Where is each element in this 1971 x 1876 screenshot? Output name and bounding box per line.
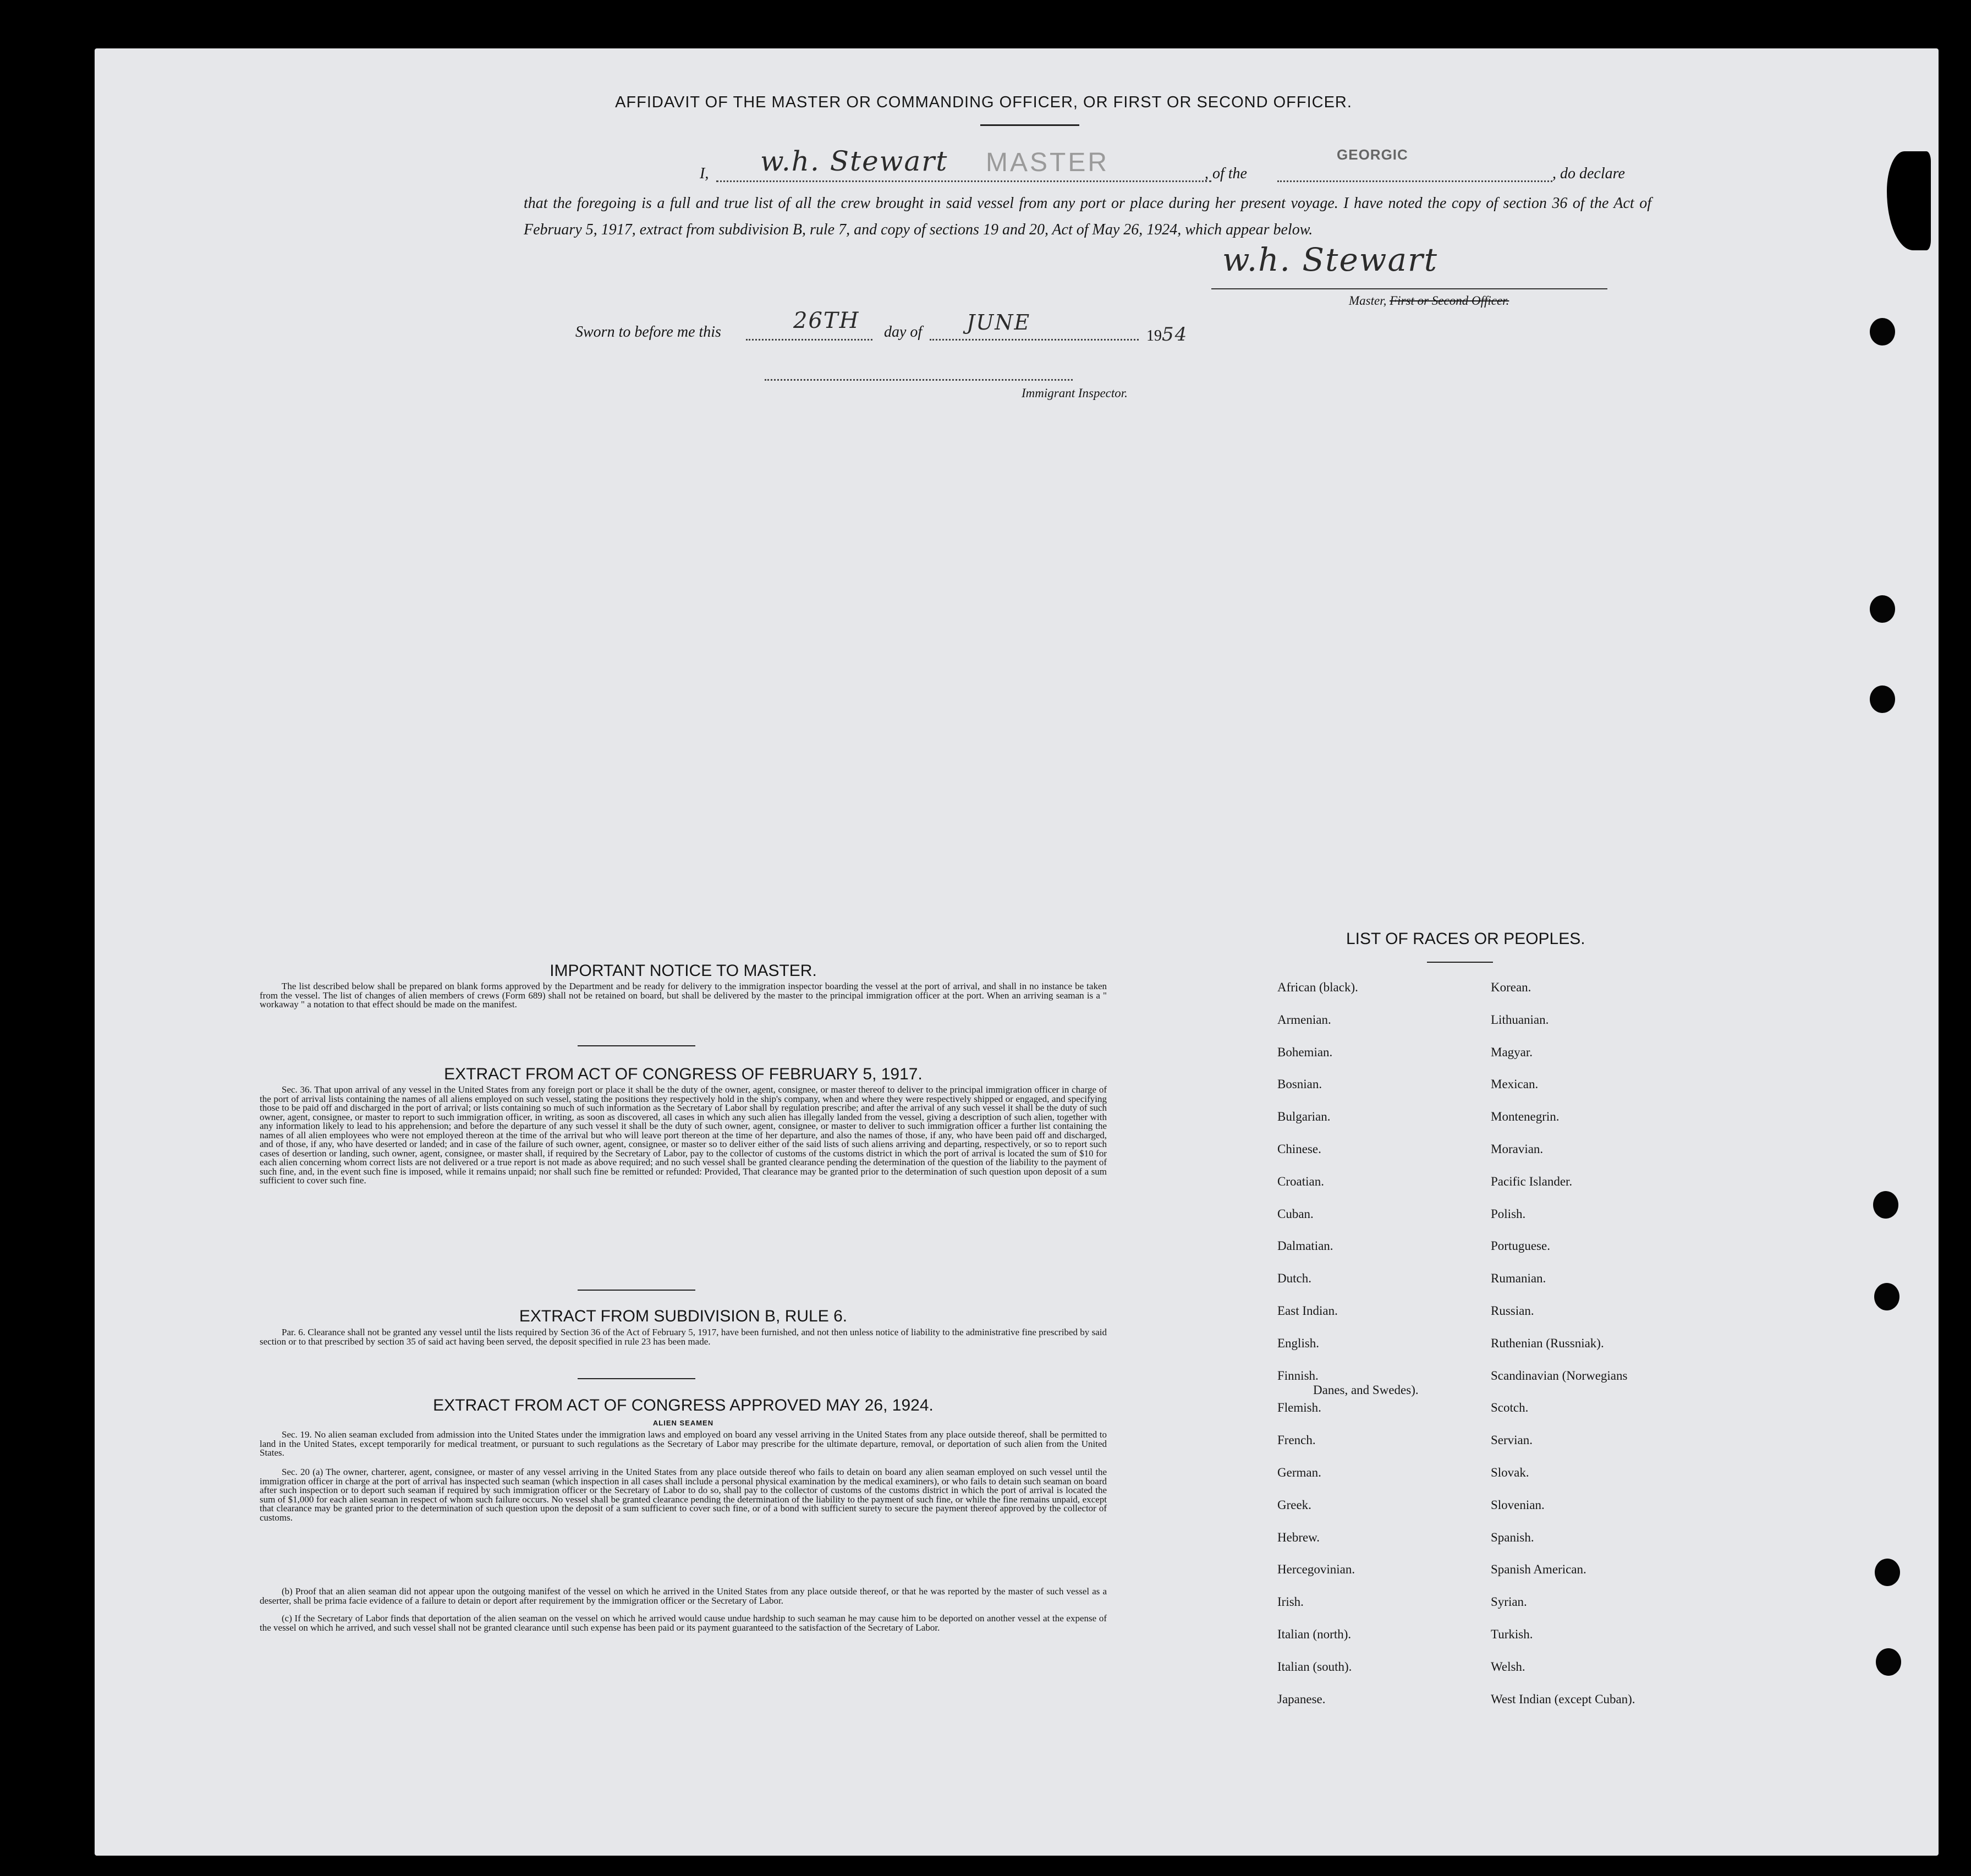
race-item: Hebrew.: [1277, 1530, 1320, 1544]
race-item: Bosnian.: [1277, 1077, 1322, 1091]
race-item: Russian.: [1491, 1304, 1534, 1318]
race-item: Korean.: [1491, 980, 1531, 994]
inspector-line: [765, 379, 1073, 381]
sworn-year: [1146, 323, 1188, 345]
affidavit-i: I,: [700, 165, 709, 182]
race-item: Irish.: [1277, 1595, 1304, 1609]
master-label: [1349, 294, 1509, 308]
race-item: Mexican.: [1491, 1077, 1539, 1091]
race-item: Italian (south).: [1277, 1659, 1352, 1674]
sec-19-text: Sec. 19. No alien seaman excluded from admission into the United States under the immigration laws and employed on board any vessel arriving in the United States from any place outside thereof, shall be permitted to land in the United States, except temporarily for medical treatment, or pursuant to such regulations as the Secretary of Labor may prescribe for the ultimate departure, removal, or deportation of such alien from the United States.: [260, 1429, 1107, 1458]
race-item: Bohemian.: [1277, 1045, 1333, 1059]
important-notice-text: The list described below shall be prepared on blank forms approved by the Department and be ready for delivery to the immigration inspector boarding the vessel at the port of arrival, and shall in no instance be taken from the vessel. The list of changes of alien members of crews (Form 689) shall not be retained on board, but shall be delivered by the master to the principal immigration officer at the port. When an arriving seaman is a " workaway " a notation to that effect should be made on the manifest.: [260, 981, 1107, 1010]
vessel-stamp: GEORGIC: [1337, 146, 1408, 163]
act-1924-subtitle: ALIEN SEAMEN: [652, 1419, 714, 1427]
race-item: Lithuanian.: [1491, 1012, 1549, 1027]
race-item: Italian (north).: [1277, 1627, 1352, 1641]
race-item: Scandinavian (Norwegians: [1491, 1368, 1628, 1383]
sworn-day-of: day of: [884, 323, 923, 341]
master-struck-text: First or Second Officer.: [1390, 294, 1509, 308]
race-item: English.: [1277, 1336, 1320, 1350]
race-item: French.: [1277, 1433, 1316, 1447]
punch-hole: [1870, 318, 1895, 345]
race-item: Danes, and Swedes).: [1313, 1383, 1419, 1397]
affidavit-of-the: , of the: [1205, 165, 1247, 182]
sworn-month-value: JUNE: [967, 310, 1031, 334]
sworn-day-line: [746, 339, 872, 341]
race-item: Hercegovinian.: [1277, 1562, 1355, 1577]
race-item: Rumanian.: [1491, 1271, 1546, 1286]
race-item: Finnish.: [1277, 1368, 1319, 1383]
race-item: Spanish.: [1491, 1530, 1534, 1544]
race-item: Chinese.: [1277, 1142, 1321, 1156]
affidavit-title: AFFIDAVIT OF THE MASTER OR COMMANDING OFFICER, OR FIRST OR SECOND OFFICER.: [615, 94, 1352, 111]
inspector-label: Immigrant Inspector.: [1022, 386, 1128, 400]
punch-hole: [1875, 1559, 1900, 1586]
sec-20b-text: (b) Proof that an alien seaman did not appear upon the outgoing manifest of the vessel on which he arrived in the United States from any place outside thereof, or that he was reported by the master of such vessel as a deserter, shall be prima facie evidence of a failure to detain or deport after requirement by the immigration officer or the Secretary of Labor.: [260, 1586, 1107, 1606]
race-item: Servian.: [1491, 1433, 1533, 1447]
vessel-line: [1277, 180, 1552, 182]
race-item: Pacific Islander.: [1491, 1174, 1573, 1188]
race-item: Scotch.: [1491, 1401, 1529, 1415]
subdivision-b-text: Par. 6. Clearance shall not be granted any vessel until the lists required by Section 36 of the Act of February 5, 1917, have been furnished, and not then unless notice of liability to the administrative fine prescribed by said section or to that prescribed by section 35 of said act having been served, the deposit specified in rule 23 has been made.: [260, 1327, 1107, 1347]
sworn-prefix: Sworn to before me this: [575, 323, 721, 341]
affidavit-body: that the foregoing is a full and true list of all the crew brought in said vessel from any port or place during her present voyage. I have noted the copy of section 36 of the Act of February 5, 1917, extract from subdivision B, rule 7, and copy of sections 19 and 20, Act of May 26, 1924, which appear below.: [524, 195, 1651, 238]
important-notice-title: IMPORTANT NOTICE TO MASTER.: [550, 962, 817, 980]
race-item: Greek.: [1277, 1497, 1311, 1512]
race-item: East Indian.: [1277, 1304, 1338, 1318]
race-item: West Indian (except Cuban).: [1491, 1692, 1635, 1706]
race-item: Croatian.: [1277, 1174, 1324, 1188]
divider-3: [578, 1378, 695, 1379]
race-item: African (black).: [1277, 980, 1358, 994]
race-item: Montenegrin.: [1491, 1110, 1560, 1124]
races-title: LIST OF RACES OR PEOPLES.: [1346, 930, 1585, 948]
master-signature-inline: w.h. Stewart: [760, 145, 948, 177]
divider-1: [578, 1045, 695, 1046]
race-item: Flemish.: [1277, 1401, 1321, 1415]
punch-hole: [1870, 685, 1895, 713]
race-item: Spanish American.: [1491, 1562, 1586, 1577]
race-item: German.: [1277, 1466, 1321, 1479]
act-1924-title: EXTRACT FROM ACT OF CONGRESS APPROVED MAY 26, 1924.: [433, 1396, 934, 1414]
signature-line: [1211, 288, 1607, 289]
document-sheet: [95, 48, 1939, 1856]
sworn-year-prefix: 19: [1146, 327, 1162, 344]
affidavit-do-declare: , do declare: [1552, 165, 1625, 182]
race-item: Polish.: [1491, 1206, 1526, 1221]
race-item: Slovenian.: [1491, 1497, 1545, 1512]
act-1917-title: EXTRACT FROM ACT OF CONGRESS OF FEBRUARY 5, 1917.: [444, 1065, 923, 1083]
subdivision-b-title: EXTRACT FROM SUBDIVISION B, RULE 6.: [519, 1307, 848, 1325]
race-item: Armenian.: [1277, 1012, 1331, 1027]
race-item: Turkish.: [1491, 1627, 1533, 1641]
races-divider: [1427, 962, 1493, 963]
punch-hole: [1876, 1648, 1901, 1676]
sworn-year-value: 54: [1162, 323, 1188, 345]
sworn-day-value: 26TH: [793, 308, 860, 333]
race-item: Slovak.: [1491, 1466, 1529, 1479]
race-item: Japanese.: [1277, 1692, 1326, 1706]
punch-hole: [1870, 595, 1895, 623]
master-label-text: Master,: [1349, 294, 1387, 308]
rank-stamp: MASTER: [986, 148, 1110, 177]
sec-20c-text: (c) If the Secretary of Labor finds that deportation of the alien seaman on the vessel on which he arrived would cause undue hardship to such seaman he may cause him to be deported on another vessel at the expense of the vessel on which he arrived, and such vessel shall not be granted clearance until such expense has been paid or its payment guaranteed to the satisfaction of the Secretary of Labor.: [260, 1613, 1107, 1633]
act-1917-text: Sec. 36. That upon arrival of any vessel in the United States from any foreign port or place it shall be the duty of the owner, agent, consignee, or master thereof to deliver to the principal immigration officer in charge of the port of arrival lists containing the names of all aliens employed on such vessel, stating the positions they respectively hold in the ship's company, when and where they were respectively shipped or engaged, and specifying those to be paid off and discharged in the port of arrival; or lists containing so much of such information as the Secretary of Labor shall by regulation prescribe; and after the arrival of any such vessel it shall be the duty of such owner, agent, consignee, or master to report to such immigration officer, in writing, as soon as discovered, all cases in which any such alien has illegally landed from the vessel, giving a description of such alien, together with any information likely to lead to his apprehension; and before the departure of any such vessel it shall be the duty of such owner, agent, consignee, or master to deliver to such immigration officer a further list containing the names of all alien employees who were not employed thereon at the time of the arrival but who will leave port thereon at the time of her departure, and also the names of those, if any, who have been paid off and discharged, and of those, if any, who have deserted or landed; and in case of the failure of such owner, agent, consignee, or master so to deliver either of the said lists of such aliens arriving and departing, respectively, or so to report such cases of desertion or landing, such owner, agent, consignee, or master shall, if required by the Secretary of Labor, pay to the collector of customs of the customs district in which the port of arrival is located the sum of $10 for each alien concerning whom correct lists are not delivered or a true report is not made as above required; and no such vessel shall be granted clearance pending the determination of the question of the liability to the payment of such fine, and, in the event such fine is imposed, while it remains unpaid; nor shall such fine be remitted or refunded: Provided, That clearance may be granted prior to the determination of such question upon deposit of a sum sufficient to cover such fine.: [260, 1084, 1107, 1186]
race-item: Dutch.: [1277, 1271, 1311, 1286]
sworn-month-line: [930, 339, 1139, 341]
name-line: [716, 180, 1211, 182]
title-divider: [980, 124, 1079, 126]
race-item: Welsh.: [1491, 1659, 1525, 1674]
race-item: Moravian.: [1491, 1142, 1544, 1156]
race-item: Bulgarian.: [1277, 1110, 1331, 1124]
race-item: Portuguese.: [1491, 1239, 1550, 1253]
race-item: Syrian.: [1491, 1595, 1527, 1609]
race-item: Ruthenian (Russniak).: [1491, 1336, 1604, 1350]
punch-hole: [1873, 1191, 1898, 1219]
race-item: Magyar.: [1491, 1045, 1533, 1059]
sec-20a-text: Sec. 20 (a) The owner, charterer, agent, consignee, or master of any vessel arriving in the United States from any place outside thereof who fails to detain on board any alien seaman employed on such vessel until the immigration officer in charge at the port of arrival has inspected such seaman (which inspection in all cases shall include a personal physical examination by the medical examiners), or who fails to detain such seaman on board after such inspection or to deport such seaman if required by such immigration officer or the Secretary of Labor to do so, shall pay to the collector of customs of the customs district in which the port of arrival is located the sum of $1,000 for each alien seaman in respect of whom such failure occurs. No vessel shall be granted clearance pending the determination of the liability to the payment of such fine, or while the fine remains unpaid, except that clearance may be granted prior to the determination of such question upon the deposit of a sum sufficient to cover such fine, or of a bond with sufficient surety to secure the payment thereof approved by the collector of customs.: [260, 1467, 1107, 1523]
race-item: Cuban.: [1277, 1206, 1314, 1221]
race-item: Dalmatian.: [1277, 1239, 1333, 1253]
master-signature: w.h. Stewart: [1222, 241, 1439, 278]
divider-2: [578, 1290, 695, 1291]
punch-hole: [1874, 1283, 1899, 1310]
